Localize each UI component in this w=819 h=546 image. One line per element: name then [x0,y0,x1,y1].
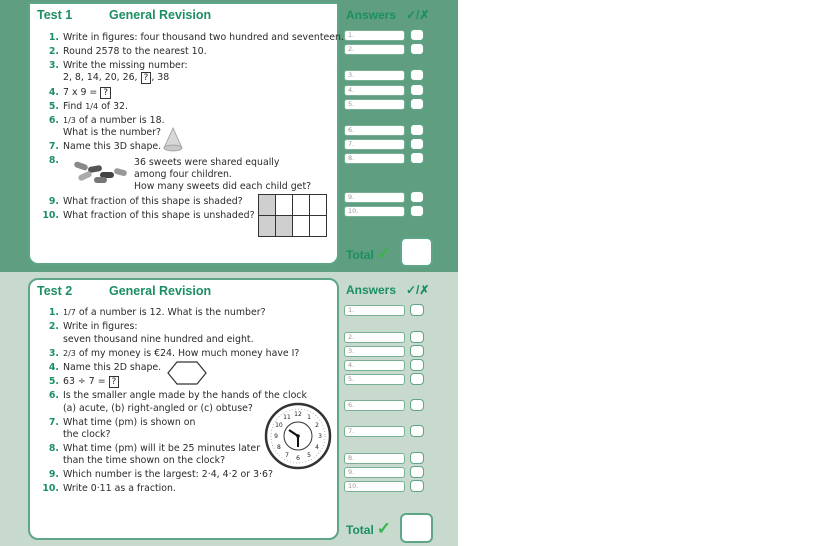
hexagon-icon [166,360,208,386]
test2-q4: 4. Name this 2D shape. [48,362,162,373]
test1-q6-line2: What is the number? [63,127,162,138]
clock-numeral: 4 [315,444,320,451]
answer-field-4[interactable]: 4. [344,360,405,371]
clock-icon [264,402,332,470]
check-icon: ✓ [376,519,392,538]
clock-numeral: 1 [307,413,311,421]
mark-box-4[interactable] [410,359,424,371]
answer-field-4[interactable]: 4. [344,85,405,96]
missing-box: ? [141,72,152,84]
mark-box-9[interactable] [410,191,424,203]
check-cross-icon: ✓/✗ [406,283,430,297]
test2-answers-header: Answers ✓/✗ [346,283,430,297]
test2-q1: 1. 1/7 of a number is 12. What is the number? [48,307,266,318]
test2-q7: 7. What time (pm) is shown on [48,417,196,428]
test2-total: Total ✓ [346,519,392,538]
answer-field-7[interactable]: 7. [344,426,405,437]
answer-field-3[interactable]: 3. [344,346,405,357]
mark-box-4[interactable] [410,84,424,96]
test2-q6-line2: (a) acute, (b) right-angled or (c) obtuse? [63,403,253,414]
answer-field-9[interactable]: 9. [344,467,405,478]
test1-q5: 5. Find 1/4 of 32. [48,101,128,112]
answer-field-8[interactable]: 8. [344,153,405,164]
mark-box-6[interactable] [410,399,424,411]
check-cross-icon: ✓/✗ [406,8,430,22]
clock-numeral: 10 [275,422,283,429]
test1-q8: 8. [48,155,59,166]
answer-field-8[interactable]: 8. [344,453,405,464]
missing-box: ? [100,87,111,99]
test1-q10: 10. What fraction of this shape is unshaded? [42,210,255,221]
test1-total: Total ✓ [346,244,392,263]
test2-q2: 2. Write in figures: [48,321,138,332]
mark-box-2[interactable] [410,331,424,343]
test2-q8: 8. What time (pm) will it be 25 minutes later [48,443,261,454]
answer-field-9[interactable]: 9. [344,192,405,203]
test1-q9: 9. What fraction of this shape is shaded? [48,196,243,207]
answer-field-7[interactable]: 7. [344,139,405,150]
test1-q3-sequence: 2, 8, 14, 20, 26, ? , 38 [63,72,170,83]
mark-box-8[interactable] [410,452,424,464]
clock-numeral: 12 [294,411,302,418]
mark-box-10[interactable] [410,480,424,492]
test1-q8-line1: 36 sweets were shared equally [134,157,280,168]
clock-numeral: 8 [276,444,281,451]
test2-label: Test 2 [37,284,73,298]
answer-field-5[interactable]: 5. [344,374,405,385]
missing-box: ? [109,376,120,388]
test1-q8-line2: among four children. [134,169,232,180]
mark-box-3[interactable] [410,69,424,81]
test1-header [37,8,212,22]
test1-q1: 1. Write in figures: four thousand two hundred and seventeen. [48,32,344,43]
clock-numeral: 2 [315,422,320,429]
answer-field-5[interactable]: 5. [344,99,405,110]
answer-field-1[interactable]: 1. [344,30,405,41]
mark-box-3[interactable] [410,345,424,357]
sweets-icon [70,160,134,186]
clock-numeral: 9 [274,433,278,440]
answer-field-6[interactable]: 6. [344,125,405,136]
mark-box-9[interactable] [410,466,424,478]
clock-numeral: 11 [283,413,291,421]
test2-q5: 5. 63 ÷ 7 = ? [42,376,119,388]
test2-q3: 3. 2/3 of my money is €24. How much money have I? [48,348,300,359]
mark-box-8[interactable] [410,152,424,164]
test2-subtitle: General Revision [109,284,212,298]
mark-box-7[interactable] [410,425,424,437]
clock-numeral: 6 [296,455,300,462]
test2-header [37,284,212,298]
test1-answers-header: Answers ✓/✗ [346,8,430,22]
clock-numeral: 3 [318,433,322,440]
clock-numeral: 7 [285,452,289,460]
check-icon: ✓ [376,244,392,263]
test2-q10: 10. Write 0·11 as a fraction. [42,483,176,494]
test1-q3: 3. Write the missing number: [48,60,188,71]
mark-box-2[interactable] [410,43,424,55]
answer-field-10[interactable]: 10. [344,206,405,217]
answer-field-2[interactable]: 2. [344,44,405,55]
mark-box-6[interactable] [410,124,424,136]
test1-q8-line3: How many sweets did each child get? [134,181,312,192]
clock-numeral: 5 [307,452,311,460]
mark-box-1[interactable] [410,304,424,316]
test2-q7-line2: the clock? [63,429,111,440]
test1-total-box[interactable] [400,237,433,267]
mark-box-1[interactable] [410,29,424,41]
fraction-grid [258,194,328,238]
answer-field-2[interactable]: 2. [344,332,405,343]
mark-box-10[interactable] [410,205,424,217]
cone-icon [162,126,184,154]
test1-q6: 6. 1/3 of a number is 18. [48,115,165,126]
answer-field-10[interactable]: 10. [344,481,405,492]
answer-field-3[interactable]: 3. [344,70,405,81]
test2-q6: 6. Is the smaller angle made by the hands of the clock [48,390,307,401]
mark-box-5[interactable] [410,98,424,110]
answer-field-6[interactable]: 6. [344,400,405,411]
mark-box-5[interactable] [410,373,424,385]
test2-q2-line2: seven thousand nine hundred and eight. [63,334,254,345]
answer-field-1[interactable]: 1. [344,305,405,316]
test2-q8-line2: than the time shown on the clock? [63,455,226,466]
test2-q9: 9. Which number is the largest: 2·4, 4·2 or 3·6? [48,469,273,480]
test1-subtitle: General Revision [109,8,212,22]
test1-q7: 7. Name this 3D shape. [48,141,162,152]
test1-label: Test 1 [37,8,73,22]
test1-q4: 4. 7 x 9 = ? [42,87,111,99]
mark-box-7[interactable] [410,138,424,150]
test2-total-box[interactable] [400,513,433,543]
test1-q2: 2. Round 2578 to the nearest 10. [48,46,207,57]
